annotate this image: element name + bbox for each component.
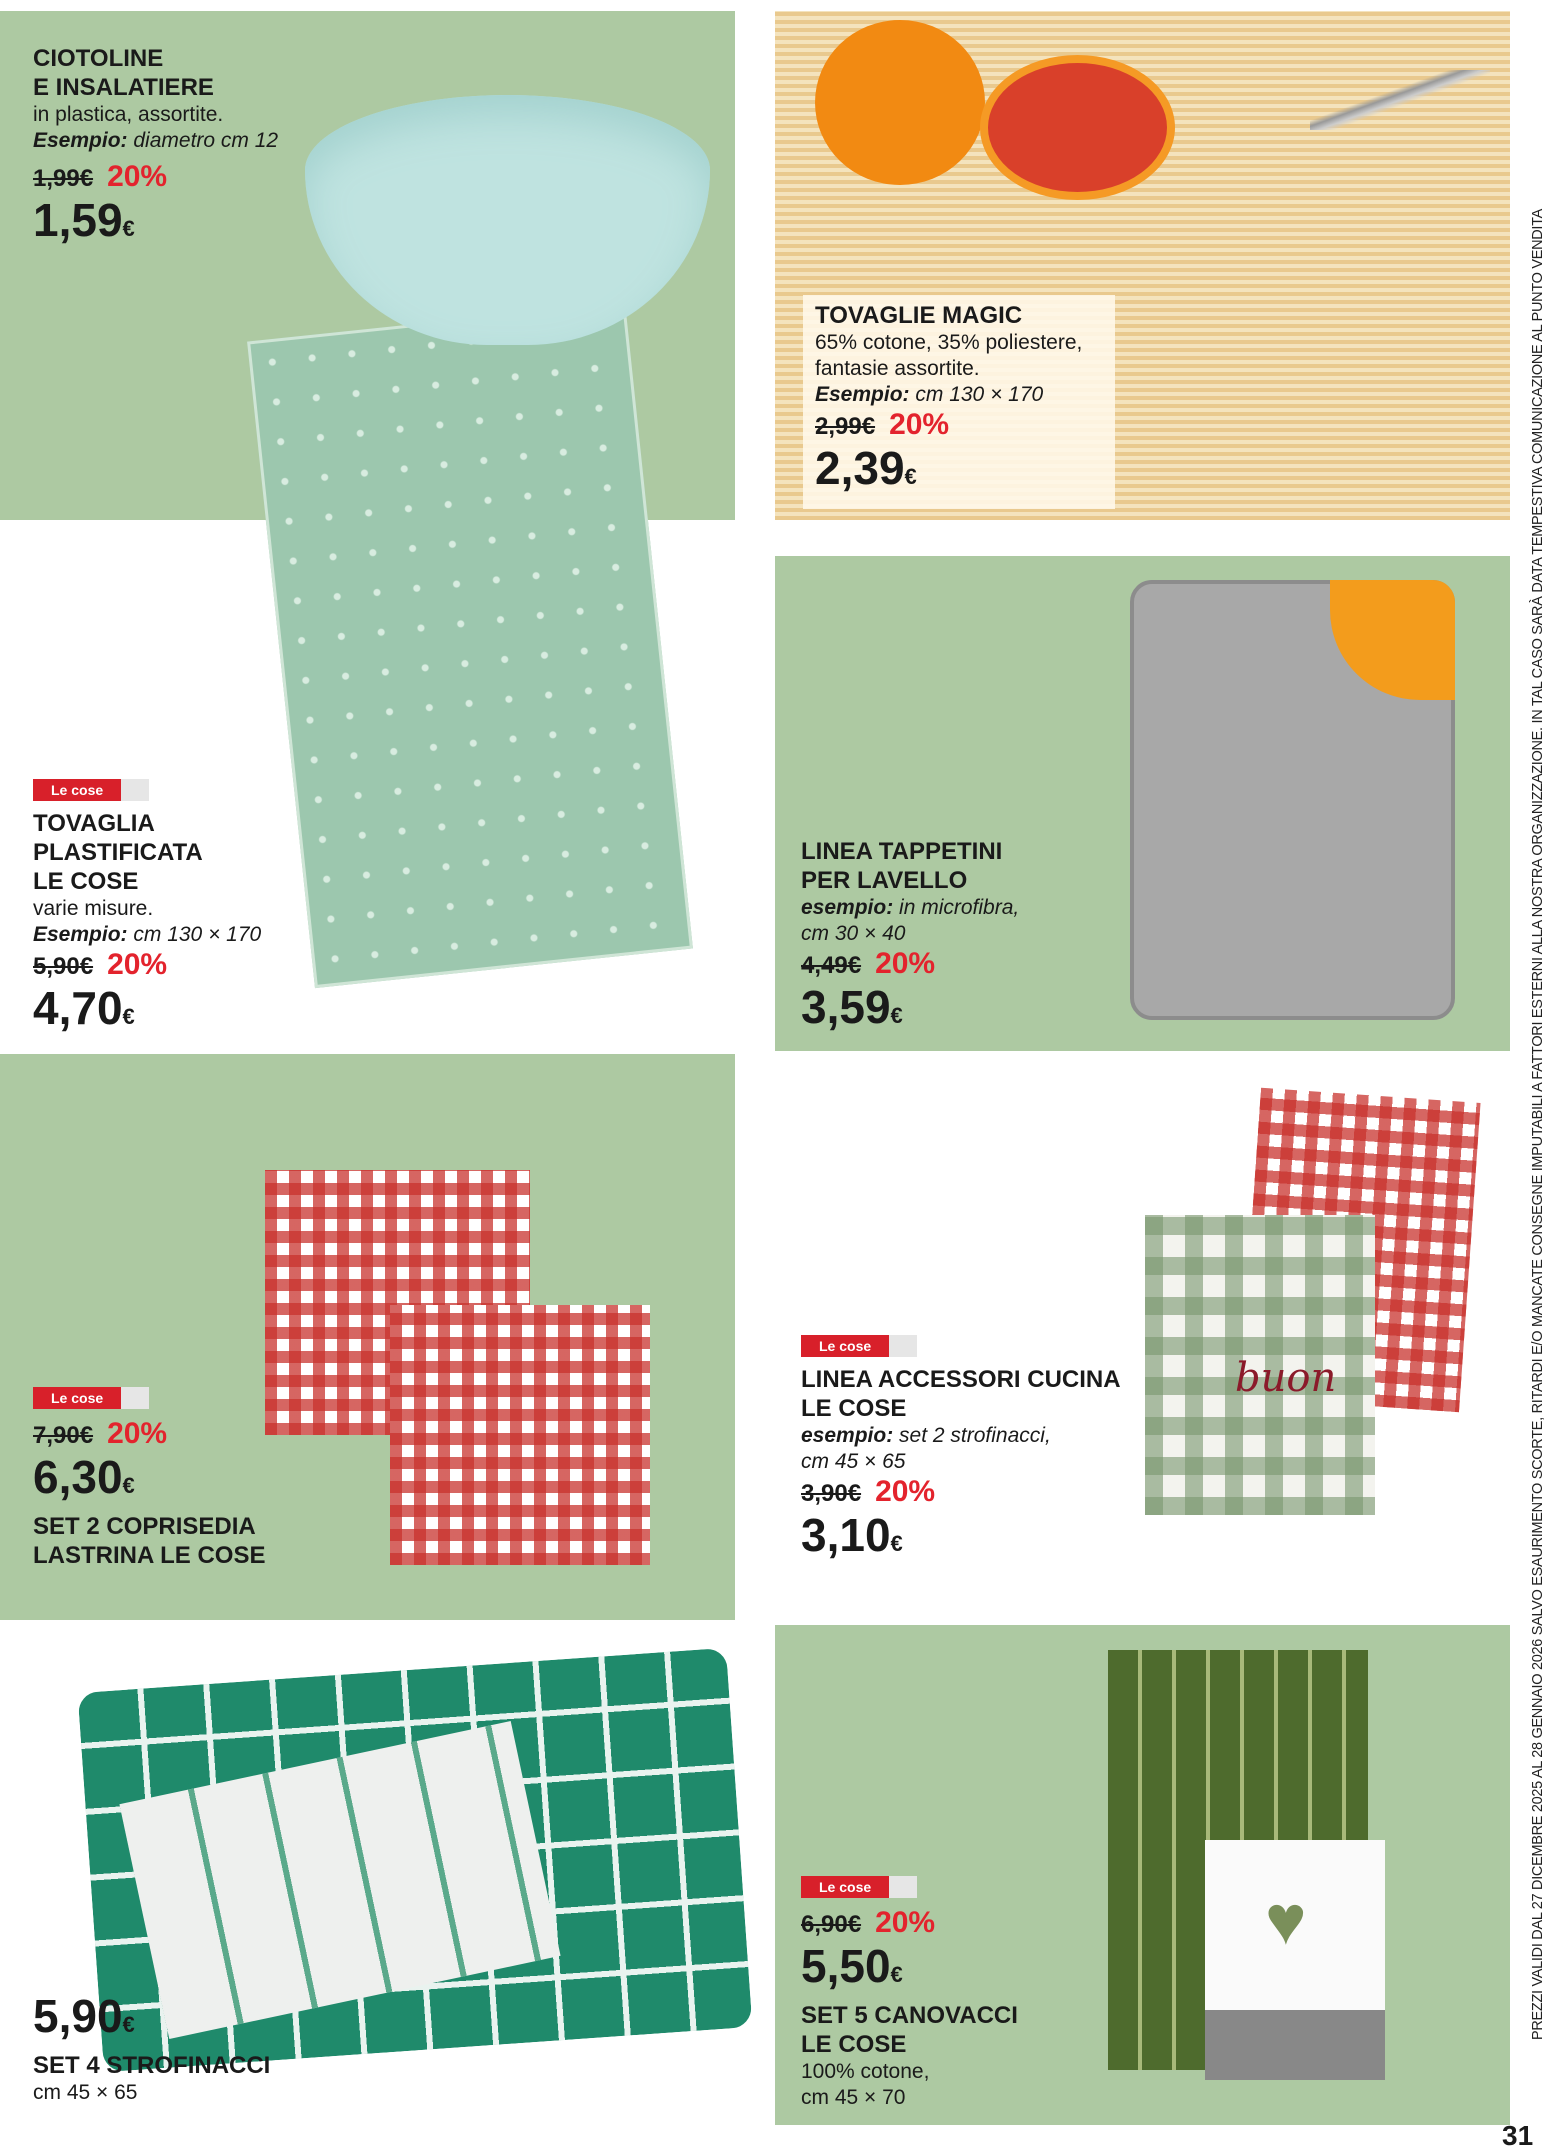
spoons-image [1310, 70, 1490, 130]
example-label: esempio: [801, 896, 894, 919]
product-desc: varie misure. [33, 897, 154, 920]
example-label: esempio: [801, 1424, 894, 1447]
product-tovaglia-plastificata [33, 779, 261, 1043]
product-coprisedia [33, 1387, 265, 1570]
example-text: cm 45 × 65 [801, 1450, 906, 1473]
product-title: LE COSE [801, 2031, 907, 2058]
product-tovaglie-magic [803, 295, 1115, 509]
discount: 20% [875, 947, 936, 980]
product-title: TOVAGLIE MAGIC [815, 302, 1023, 329]
example-text: cm 130 × 170 [133, 923, 262, 946]
product-ciotoline [33, 44, 278, 255]
price: 1,59€ [33, 194, 135, 246]
old-price: 4,49€ [801, 952, 862, 979]
cushion-image-2 [390, 1305, 650, 1565]
orange-image [815, 20, 985, 185]
old-price: 1,99€ [33, 165, 94, 192]
orange-half-image [980, 55, 1175, 200]
example-label: Esempio: [33, 923, 128, 946]
product-accessori-cucina [801, 1335, 1121, 1570]
discount: 20% [875, 1906, 936, 1939]
product-tappetini [801, 837, 1019, 1042]
discount: 20% [875, 1475, 936, 1508]
product-title: PLASTIFICATA [33, 839, 203, 866]
product-desc: in plastica, assortite. [33, 103, 224, 126]
product-title: LINEA TAPPETINI [801, 838, 1003, 865]
discount: 20% [107, 160, 168, 193]
product-desc: cm 45 × 70 [801, 2086, 906, 2109]
product-desc: 100% cotone, [801, 2060, 930, 2083]
price: 6,30€ [33, 1451, 135, 1503]
old-price: 5,90€ [33, 953, 94, 980]
old-price: 6,90€ [801, 1911, 862, 1938]
product-desc: cm 45 × 65 [33, 2081, 138, 2104]
price: 2,39€ [815, 442, 917, 494]
product-title: TOVAGLIA [33, 810, 155, 837]
le-cose-badge: Le cose [801, 1335, 917, 1357]
price: 5,90€ [33, 1990, 135, 2042]
discount: 20% [107, 1417, 168, 1450]
le-cose-badge: Le cose [801, 1876, 917, 1898]
validity-note: PREZZI VALIDI DAL 27 DICEMBRE 2025 AL 28 GENNAIO 2026 SALVO ESAURIMENTO SCORTE, RITARDI E/O MANCATE CONSEGNE IMPUTABILI A FATTORI ESTERNI ALLA NOSTRA ORGANIZZAZIONE. IN TAL CASO SARÀ DATA TEMPESTIVA COMUNICAZIONE AL PUNTO VENDITA [1530, 209, 1546, 2040]
towel-green-image [1145, 1215, 1375, 1515]
example-label: Esempio: [815, 383, 910, 406]
old-price: 3,90€ [801, 1480, 862, 1507]
old-price: 7,90€ [33, 1422, 94, 1449]
page-number: 31 [1502, 2120, 1534, 2151]
discount: 20% [889, 408, 950, 441]
discount: 20% [107, 948, 168, 981]
product-title: LE COSE [33, 868, 139, 895]
product-desc: 65% cotone, 35% poliestere, fantasie assortite. [815, 331, 1083, 380]
product-title: E INSALATIERE [33, 74, 214, 101]
product-title: SET 5 CANOVACCI [801, 2002, 1018, 2029]
example-text: set 2 strofinacci, [899, 1424, 1051, 1447]
price: 4,70€ [33, 982, 135, 1034]
le-cose-badge: Le cose [33, 1387, 149, 1409]
old-price: 2,99€ [815, 413, 876, 440]
towel-script: buon [1235, 1355, 1337, 1401]
product-title: LINEA ACCESSORI CUCINA [801, 1366, 1121, 1393]
example-text: in microfibra, [899, 896, 1020, 919]
product-strofinacci [33, 1990, 270, 2106]
example-label: Esempio: [33, 129, 128, 152]
example-text: cm 30 × 40 [801, 922, 906, 945]
product-title: LE COSE [801, 1395, 907, 1422]
product-title: CIOTOLINE [33, 45, 164, 72]
product-title: SET 2 COPRISEDIA [33, 1513, 256, 1540]
tablecloth-image [247, 302, 693, 988]
price: 5,50€ [801, 1940, 903, 1992]
heart-icon: ♥ [1265, 1881, 1307, 1959]
product-title: LASTRINA LE COSE [33, 1542, 266, 1569]
price: 3,10€ [801, 1509, 903, 1561]
example-text: diametro cm 12 [133, 129, 279, 152]
heart-towel-image [1205, 1840, 1385, 2080]
product-canovacci [801, 1876, 1018, 2111]
le-cose-badge: Le cose [33, 779, 149, 801]
product-title: SET 4 STROFINACCI [33, 2052, 271, 2079]
product-title: PER LAVELLO [801, 867, 968, 894]
example-text: cm 130 × 170 [915, 383, 1044, 406]
price: 3,59€ [801, 981, 903, 1033]
